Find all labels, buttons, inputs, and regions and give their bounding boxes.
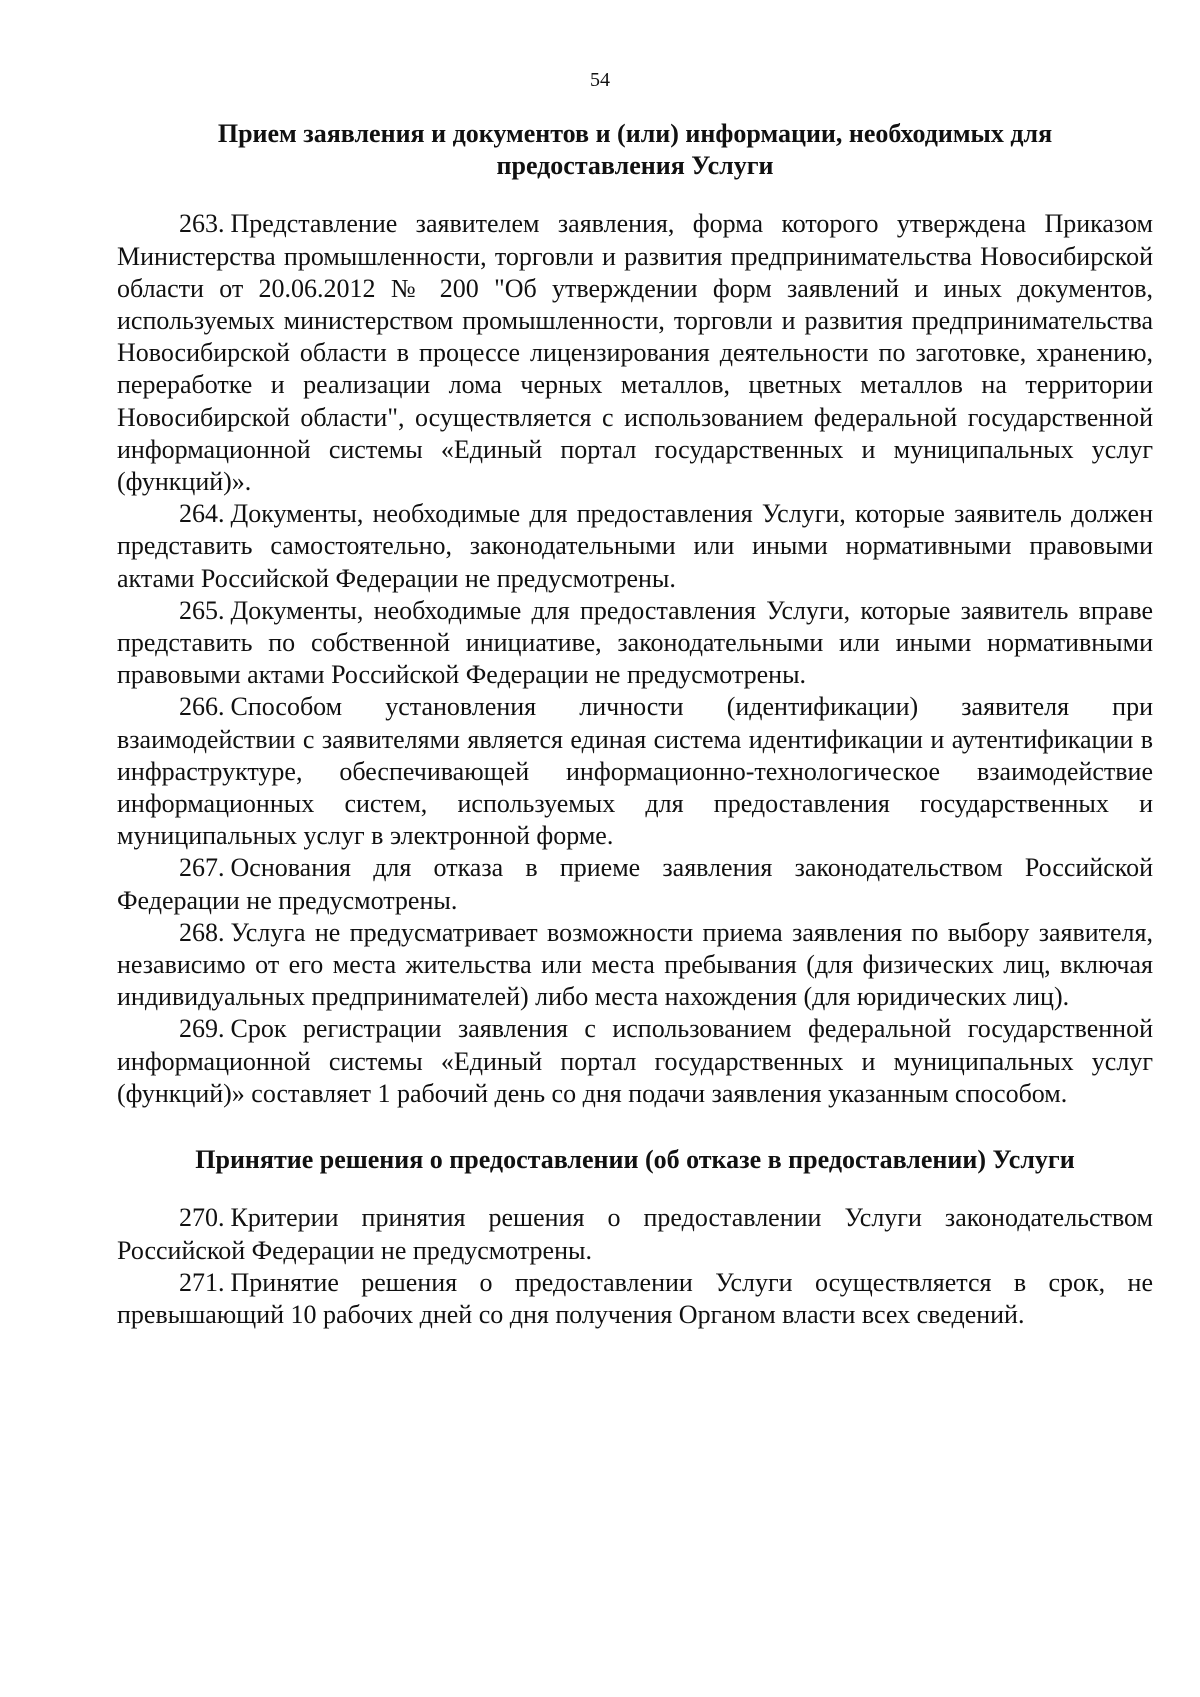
paragraph-number: 265. (179, 595, 225, 625)
paragraph-number: 266. (179, 692, 225, 722)
paragraph-text: Представление заявителем заявления, форма которого утверждена Приказом Министерства промышленности, торговли и развития предпринимательства Новосибирской области от 20.06.2012 № 200 "Об утверждении форм заявлений и иных документов, используемых министерством промышленности, торговли и развития предпринимательства Новосибирской области в процессе лицензирования деятельности по заготовке, хранению, переработке и реализации лома черных металлов, цветных металлов на территории Новосибирской области", осуществляется с использованием федеральной государственной информационной системы «Единый портал государственных и муниципальных услуг (функций)». (117, 209, 1153, 497)
section-heading-decision: Принятие решения о предоставлении (об отказе в предоставлении) Услуги (195, 1145, 1075, 1175)
paragraph-text: Срок регистрации заявления с использованием федеральной государственной информационной системы «Единый портал государственных и муниципальных услуг (функций)» составляет 1 рабочий день со дня подачи заявления указанным способом. (117, 1014, 1153, 1108)
paragraph-263 (117, 208, 1153, 498)
paragraph-text: Принятие решения о предоставлении Услуги осуществляется в срок, не превышающий 10 рабочих дней со дня получения Органом власти всех сведений. (117, 1267, 1153, 1329)
paragraph-text: Документы, необходимые для предоставления Услуги, которые заявитель вправе представить по собственной инициативе, законодательными или иными нормативными правовыми актами Российской Федерации не предусмотрены. (117, 595, 1153, 690)
paragraph-text: Услуга не предусматривает возможности приема заявления по выбору заявителя, независимо от его места жительства или места пребывания (для физических лиц, включая индивидуальных предпринимателей) либо места нахождения (для юридических лиц). (117, 917, 1153, 1012)
page-content (117, 118, 1153, 1331)
paragraph-270 (117, 1202, 1153, 1266)
paragraph-271 (117, 1267, 1153, 1331)
paragraph-text: Документы, необходимые для предоставления Услуги, которые заявитель должен представить самостоятельно, законодательными или иными нормативными правовыми актами Российской Федерации не предусмотрены. (117, 499, 1153, 593)
paragraph-text: Критерии принятия решения о предоставлении Услуги законодательством Российской Федерации не предусмотрены. (117, 1203, 1153, 1265)
paragraph-269 (117, 1013, 1153, 1110)
paragraph-267 (117, 852, 1153, 916)
paragraph-268 (117, 917, 1153, 1014)
section-heading-line: Прием заявления и документов и (или) информации, необходимых для (217, 119, 1053, 148)
paragraph-number: 264. (179, 499, 225, 529)
paragraph-text: Способом установления личности (идентификации) заявителя при взаимодействии с заявителями является единая система идентификации и аутентификации в инфраструктуре, обеспечивающей информационно-технологическое взаимодействие информационных систем, используемых для предоставления государственных и муниципальных услуг в электронной форме. (117, 692, 1153, 851)
paragraph-number: 269. (179, 1014, 225, 1044)
paragraph-265 (117, 595, 1153, 692)
section-heading-line: предоставления Услуги (496, 151, 774, 181)
paragraph-264 (117, 498, 1153, 595)
paragraph-number: 270. (179, 1203, 225, 1233)
paragraph-number: 267. (179, 853, 225, 883)
page-number: 54 (590, 69, 610, 91)
paragraph-266 (117, 691, 1153, 852)
paragraph-number: 268. (179, 917, 225, 947)
paragraph-number: 271. (179, 1267, 225, 1297)
section-heading-application-intake (117, 118, 1153, 182)
paragraph-text: Основания для отказа в приеме заявления законодательством Российской Федерации не предусмотрены. (117, 853, 1153, 915)
paragraph-number: 263. (179, 209, 225, 239)
